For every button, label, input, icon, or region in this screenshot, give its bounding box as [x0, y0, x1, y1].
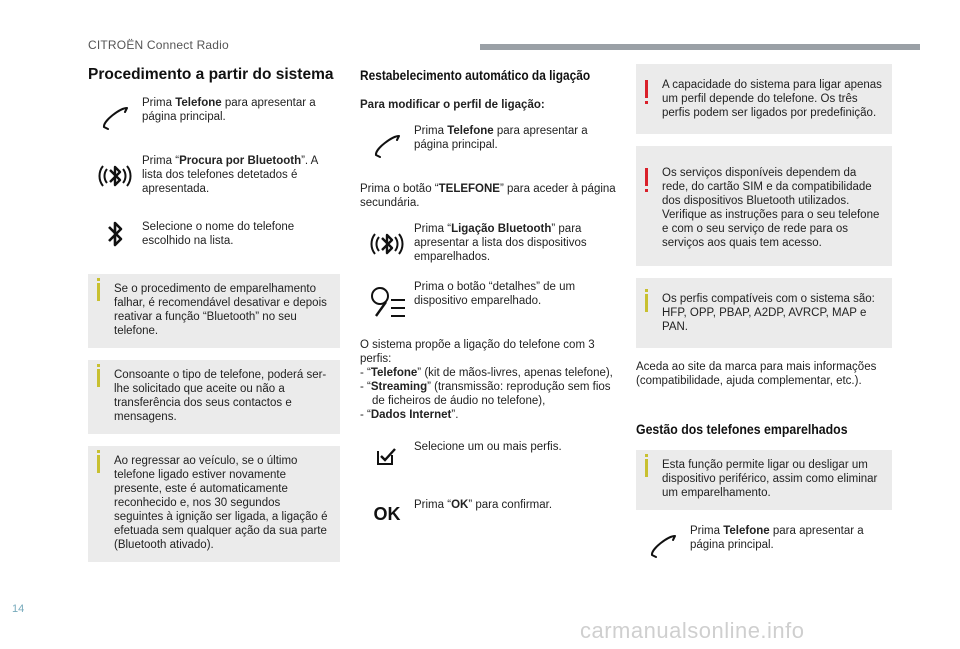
- step-details: [360, 280, 618, 324]
- keyword: Telefone: [370, 367, 418, 379]
- note-text: Os perfis compatíveis com o sistema são: HFP, OPP, PBAP, A2DP, AVRCP, MAP e PAN.: [662, 293, 875, 333]
- note-text: Os serviços disponíveis dependem da rede, do cartão SIM e da compatibilidade dos dispositivos Bluetooth utilizados. Verifique as instruções para o seu telefone e com o seu serviço de rede para os serviços aos quais tem acesso.: [662, 167, 880, 249]
- note-text: Esta função permite ligar ou desligar um dispositivo periférico, assim como eliminar um emparelhamento.: [662, 459, 878, 499]
- bluetooth-search-icon: [88, 154, 142, 198]
- text: ” (transmissão: reprodução sem fios de ficheiros de áudio no telefone),: [372, 381, 611, 407]
- text: ” (kit de mãos-livres, apenas telefone),: [417, 367, 613, 379]
- profile-list: [360, 366, 618, 422]
- warning-marker-icon: [645, 168, 648, 186]
- ok-icon: [360, 492, 414, 536]
- bluetooth-search-icon: [360, 222, 414, 266]
- note-text: A capacidade do sistema para ligar apenas um perfil depende do telefone. Os três perfis podem ser ligados por predefinição.: [662, 79, 882, 119]
- step-text: Selecione o nome do telefone escolhido na lista.: [142, 221, 295, 247]
- section-title-procedure: Procedimento a partir do sistema: [88, 66, 334, 83]
- text: ” para aceder à página secundária.: [360, 183, 616, 209]
- list-item: [360, 380, 618, 408]
- running-header: CITROËN Connect Radio: [88, 38, 229, 52]
- step-text: Prima “: [142, 155, 180, 167]
- warning-note: [636, 64, 892, 134]
- page-number: 14: [12, 603, 25, 615]
- bluetooth-icon: [88, 212, 142, 256]
- text: - “: [360, 381, 371, 393]
- text: - “: [360, 409, 371, 421]
- step-press-telefone: [636, 524, 892, 568]
- info-marker-icon: [645, 459, 648, 477]
- info-note: [88, 446, 340, 562]
- text: - “: [360, 367, 371, 379]
- info-note: [636, 278, 892, 348]
- info-note: [88, 360, 340, 434]
- info-note: [636, 450, 892, 510]
- step-select-phone: [88, 212, 340, 256]
- step-text: ” para confirmar.: [468, 499, 553, 511]
- step-text: Prima “: [414, 223, 452, 235]
- phone-handset-icon: [360, 124, 414, 168]
- keyword: Telefone: [447, 125, 494, 137]
- info-marker-icon: [97, 369, 100, 387]
- column-3: [636, 64, 892, 582]
- details-list-icon: [360, 280, 414, 324]
- step-text: para apresentar a página principal.: [414, 125, 588, 151]
- section-title-auto-reconnect: Restabelecimento automático da ligação: [360, 67, 591, 83]
- step-text: Prima: [142, 97, 176, 109]
- note-text: Consoante o tipo de telefone, poderá ser-lhe solicitado que aceite ou não a transferência dos seus contactos e mensagens.: [114, 369, 327, 423]
- step-text: Prima: [690, 525, 724, 537]
- keyword: Telefone: [723, 525, 770, 537]
- warning-marker-icon: [645, 80, 648, 98]
- info-marker-icon: [645, 294, 648, 312]
- paragraph: O sistema propõe a ligação do telefone com 3 perfis:: [360, 339, 595, 365]
- keyword: OK: [451, 499, 469, 511]
- step-text: para apresentar a página principal.: [142, 97, 316, 123]
- step-bluetooth-connection: [360, 222, 618, 266]
- ok-label: OK: [373, 504, 401, 524]
- step-press-telefone: [88, 96, 340, 140]
- keyword: TELEFONE: [438, 183, 500, 195]
- keyword: Streaming: [370, 381, 428, 393]
- paragraph: [360, 182, 618, 210]
- info-note: [88, 274, 340, 348]
- info-marker-icon: [97, 455, 100, 473]
- step-text: Prima “: [414, 499, 452, 511]
- column-2: [360, 64, 618, 550]
- step-text: ” para apresentar a lista dos dispositivos emparelhados.: [414, 223, 587, 263]
- text: ”.: [451, 409, 459, 421]
- step-press-telefone: [360, 124, 618, 168]
- keyword: Dados Internet: [370, 409, 452, 421]
- header-bar: [480, 44, 920, 50]
- list-item: [360, 366, 618, 380]
- watermark: carmanualsonline.info: [580, 618, 805, 643]
- step-select-profiles: [360, 434, 618, 478]
- checkbox-check-icon: [360, 434, 414, 478]
- step-confirm: [360, 492, 618, 536]
- info-marker-icon: [97, 283, 100, 301]
- step-text: Prima: [414, 125, 448, 137]
- list-item: [360, 408, 618, 422]
- paragraph: Aceda ao site da marca para mais informações (compatibilidade, ajuda complementar, etc.).: [636, 361, 877, 387]
- section-title-paired-phones: Gestão dos telefones emparelhados: [636, 421, 848, 437]
- keyword: Procura por Bluetooth: [179, 155, 302, 167]
- phone-handset-icon: [88, 96, 142, 140]
- column-1: [88, 64, 340, 574]
- step-text: Prima o botão “detalhes” de um dispositivo emparelhado.: [414, 281, 576, 307]
- keyword: Telefone: [175, 97, 222, 109]
- note-text: Se o procedimento de emparelhamento falhar, é recomendável desativar e depois reativar a função “Bluetooth” no seu telefone.: [114, 283, 327, 337]
- text: Prima o botão “: [360, 183, 439, 195]
- step-text: Selecione um ou mais perfis.: [414, 441, 562, 453]
- keyword: Ligação Bluetooth: [451, 223, 552, 235]
- phone-handset-icon: [636, 524, 690, 568]
- subtitle: Para modificar o perfil de ligação:: [360, 99, 545, 111]
- step-text: para apresentar a página principal.: [690, 525, 864, 551]
- step-text: ”. A lista dos telefones detetados é apresentada.: [142, 155, 318, 195]
- warning-note: [636, 146, 892, 266]
- note-text: Ao regressar ao veículo, se o último telefone ligado estiver novamente presente, este é automaticamente reconhecido e, nos 30 segundos seguintes à ignição ser ligada, a ligação é efetuada sem qualquer ação da sua parte (Bluetooth ativado).: [114, 455, 328, 551]
- step-bluetooth-search: [88, 154, 340, 198]
